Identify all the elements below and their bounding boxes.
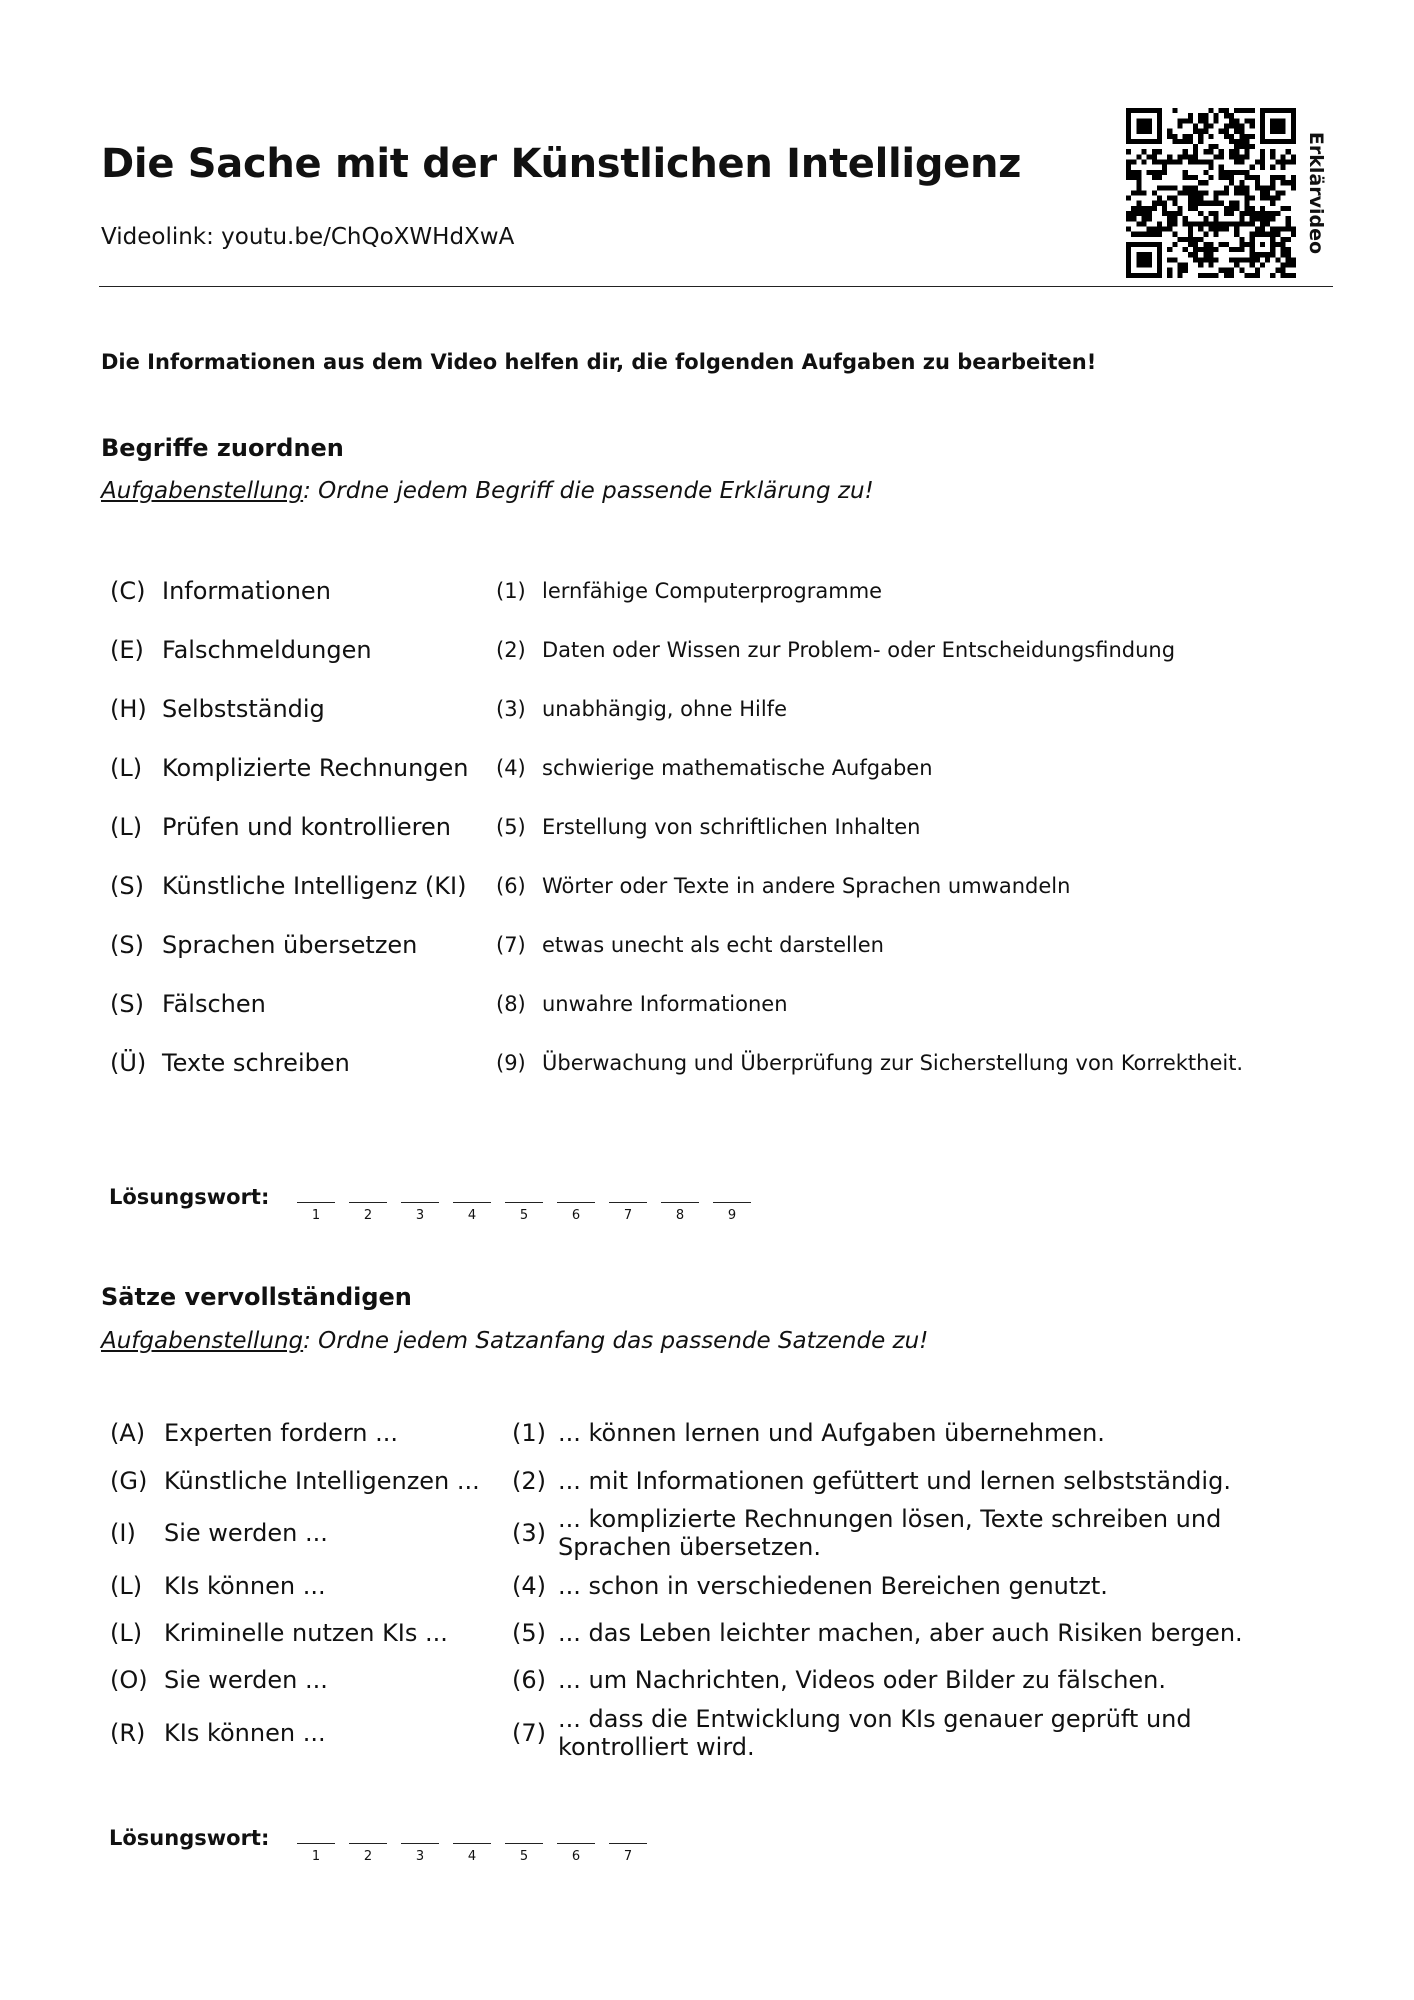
definition-text: Daten oder Wissen zur Problem- oder Entscheidungsfindung (542, 638, 1176, 662)
start-letter: (G) (110, 1467, 148, 1495)
header-divider (99, 286, 1333, 287)
solution-blank-number: 5 (519, 1849, 529, 1864)
term-letter: (L) (110, 813, 143, 841)
solution-blank-number: 5 (519, 1208, 529, 1223)
definition-number: (7) (496, 933, 526, 957)
term-label: Prüfen und kontrollieren (162, 813, 451, 841)
ending-number: (5) (512, 1619, 546, 1647)
ending-text: ... schon in verschiedenen Bereichen genutzt. (558, 1572, 1108, 1600)
definition-number: (3) (496, 697, 526, 721)
term-letter: (E) (110, 636, 144, 664)
term-label: Künstliche Intelligenz (KI) (162, 872, 467, 900)
ending-number: (6) (512, 1666, 546, 1694)
start-text: Experten fordern ... (164, 1419, 398, 1447)
solution-blank-number: 2 (363, 1849, 373, 1864)
start-text: Künstliche Intelligenzen ... (164, 1467, 480, 1495)
ending-text: ... komplizierte Rechnungen lösen, Texte schreiben und Sprachen übersetzen. (558, 1505, 1222, 1561)
ending-text: ... mit Informationen gefüttert und lernen selbstständig. (558, 1467, 1231, 1495)
section2-instruction-text: : Ordne jedem Satzanfang das passende Satzende zu! (303, 1328, 929, 1354)
term-letter: (C) (110, 577, 146, 605)
definition-text: schwierige mathematische Aufgaben (542, 756, 933, 780)
solution-blank[interactable] (453, 1202, 491, 1203)
term-letter: (Ü) (110, 1049, 147, 1077)
term-letter: (H) (110, 695, 147, 723)
solution-blank-number: 3 (415, 1849, 425, 1864)
solution-blank-number: 7 (623, 1208, 633, 1223)
solution-blank-number: 6 (571, 1208, 581, 1223)
term-letter: (S) (110, 990, 144, 1018)
ending-number: (4) (512, 1572, 546, 1600)
start-letter: (L) (110, 1619, 143, 1647)
term-label: Falschmeldungen (162, 636, 372, 664)
term-letter: (S) (110, 872, 144, 900)
solution-blank[interactable] (297, 1843, 335, 1844)
solution-blank[interactable] (609, 1843, 647, 1844)
solution-blank[interactable] (401, 1843, 439, 1844)
start-letter: (A) (110, 1419, 146, 1447)
ending-number: (7) (512, 1719, 546, 1747)
solution-blank[interactable] (557, 1843, 595, 1844)
term-letter: (S) (110, 931, 144, 959)
definition-number: (6) (496, 874, 526, 898)
section1-instruction (101, 478, 874, 504)
ending-number: (3) (512, 1519, 546, 1547)
definition-text: lernfähige Computerprogramme (542, 579, 883, 603)
solution-blank[interactable] (349, 1843, 387, 1844)
definition-number: (1) (496, 579, 526, 603)
definition-text: unwahre Informationen (542, 992, 788, 1016)
solution-blank-number: 9 (727, 1208, 737, 1223)
definition-number: (9) (496, 1051, 526, 1075)
solution-blank-number: 4 (467, 1208, 477, 1223)
term-letter: (L) (110, 754, 143, 782)
solution-blank-number: 4 (467, 1849, 477, 1864)
start-letter: (R) (110, 1719, 146, 1747)
solution-blank[interactable] (713, 1202, 751, 1203)
solution-blank[interactable] (297, 1202, 335, 1203)
start-text: Kriminelle nutzen KIs ... (164, 1619, 448, 1647)
definition-text: etwas unecht als echt darstellen (542, 933, 884, 957)
definition-text: Überwachung und Überprüfung zur Sicherstellung von Korrektheit. (542, 1051, 1244, 1075)
section2-title: Sätze vervollständigen (101, 1283, 412, 1311)
term-label: Texte schreiben (162, 1049, 350, 1077)
video-link[interactable]: Videolink: youtu.be/ChQoXWHdXwA (101, 224, 515, 250)
term-label: Komplizierte Rechnungen (162, 754, 469, 782)
solution-blank-number: 7 (623, 1849, 633, 1864)
term-label: Informationen (162, 577, 331, 605)
section1-title: Begriffe zuordnen (101, 434, 344, 462)
start-text: Sie werden ... (164, 1666, 328, 1694)
term-label: Fälschen (162, 990, 266, 1018)
start-letter: (L) (110, 1572, 143, 1600)
solution-blank[interactable] (453, 1843, 491, 1844)
ending-text: ... dass die Entwicklung von KIs genauer geprüft und kontrolliert wird. (558, 1705, 1192, 1761)
solution-blank[interactable] (661, 1202, 699, 1203)
start-text: KIs können ... (164, 1572, 326, 1600)
ending-text: ... das Leben leichter machen, aber auch Risiken bergen. (558, 1619, 1243, 1647)
page-title: Die Sache mit der Künstlichen Intelligenz (101, 141, 1022, 187)
section1-solution-label: Lösungswort: (109, 1185, 270, 1209)
definition-number: (5) (496, 815, 526, 839)
solution-blank-number: 2 (363, 1208, 373, 1223)
term-label: Selbstständig (162, 695, 325, 723)
solution-blank-number: 1 (311, 1208, 321, 1223)
intro-text: Die Informationen aus dem Video helfen dir, die folgenden Aufgaben zu bearbeiten! (101, 350, 1097, 374)
solution-blank[interactable] (609, 1202, 647, 1203)
solution-blank[interactable] (557, 1202, 595, 1203)
term-label: Sprachen übersetzen (162, 931, 418, 959)
qr-label: Erklärvideo (1305, 131, 1327, 255)
solution-blank-number: 3 (415, 1208, 425, 1223)
ending-text: ... können lernen und Aufgaben übernehmen. (558, 1419, 1105, 1447)
definition-number: (8) (496, 992, 526, 1016)
ending-number: (2) (512, 1467, 546, 1495)
section2-instruction-label: Aufgabenstellung (101, 1328, 304, 1354)
ending-text: ... um Nachrichten, Videos oder Bilder zu fälschen. (558, 1666, 1167, 1694)
section2-instruction (101, 1328, 928, 1354)
section2-solution-label: Lösungswort: (109, 1826, 270, 1850)
solution-blank[interactable] (505, 1202, 543, 1203)
start-text: KIs können ... (164, 1719, 326, 1747)
definition-number: (4) (496, 756, 526, 780)
section1-instruction-text: : Ordne jedem Begriff die passende Erklärung zu! (303, 478, 874, 504)
start-letter: (O) (110, 1666, 148, 1694)
definition-text: unabhängig, ohne Hilfe (542, 697, 787, 721)
solution-blank[interactable] (401, 1202, 439, 1203)
solution-blank-number: 8 (675, 1208, 685, 1223)
start-letter: (I) (110, 1519, 136, 1547)
solution-blank[interactable] (349, 1202, 387, 1203)
definition-text: Erstellung von schriftlichen Inhalten (542, 815, 921, 839)
definition-number: (2) (496, 638, 526, 662)
ending-number: (1) (512, 1419, 546, 1447)
qr-code[interactable] (1126, 108, 1296, 278)
solution-blank[interactable] (505, 1843, 543, 1844)
section1-instruction-label: Aufgabenstellung (101, 478, 304, 504)
definition-text: Wörter oder Texte in andere Sprachen umwandeln (542, 874, 1071, 898)
solution-blank-number: 1 (311, 1849, 321, 1864)
solution-blank-number: 6 (571, 1849, 581, 1864)
start-text: Sie werden ... (164, 1519, 328, 1547)
